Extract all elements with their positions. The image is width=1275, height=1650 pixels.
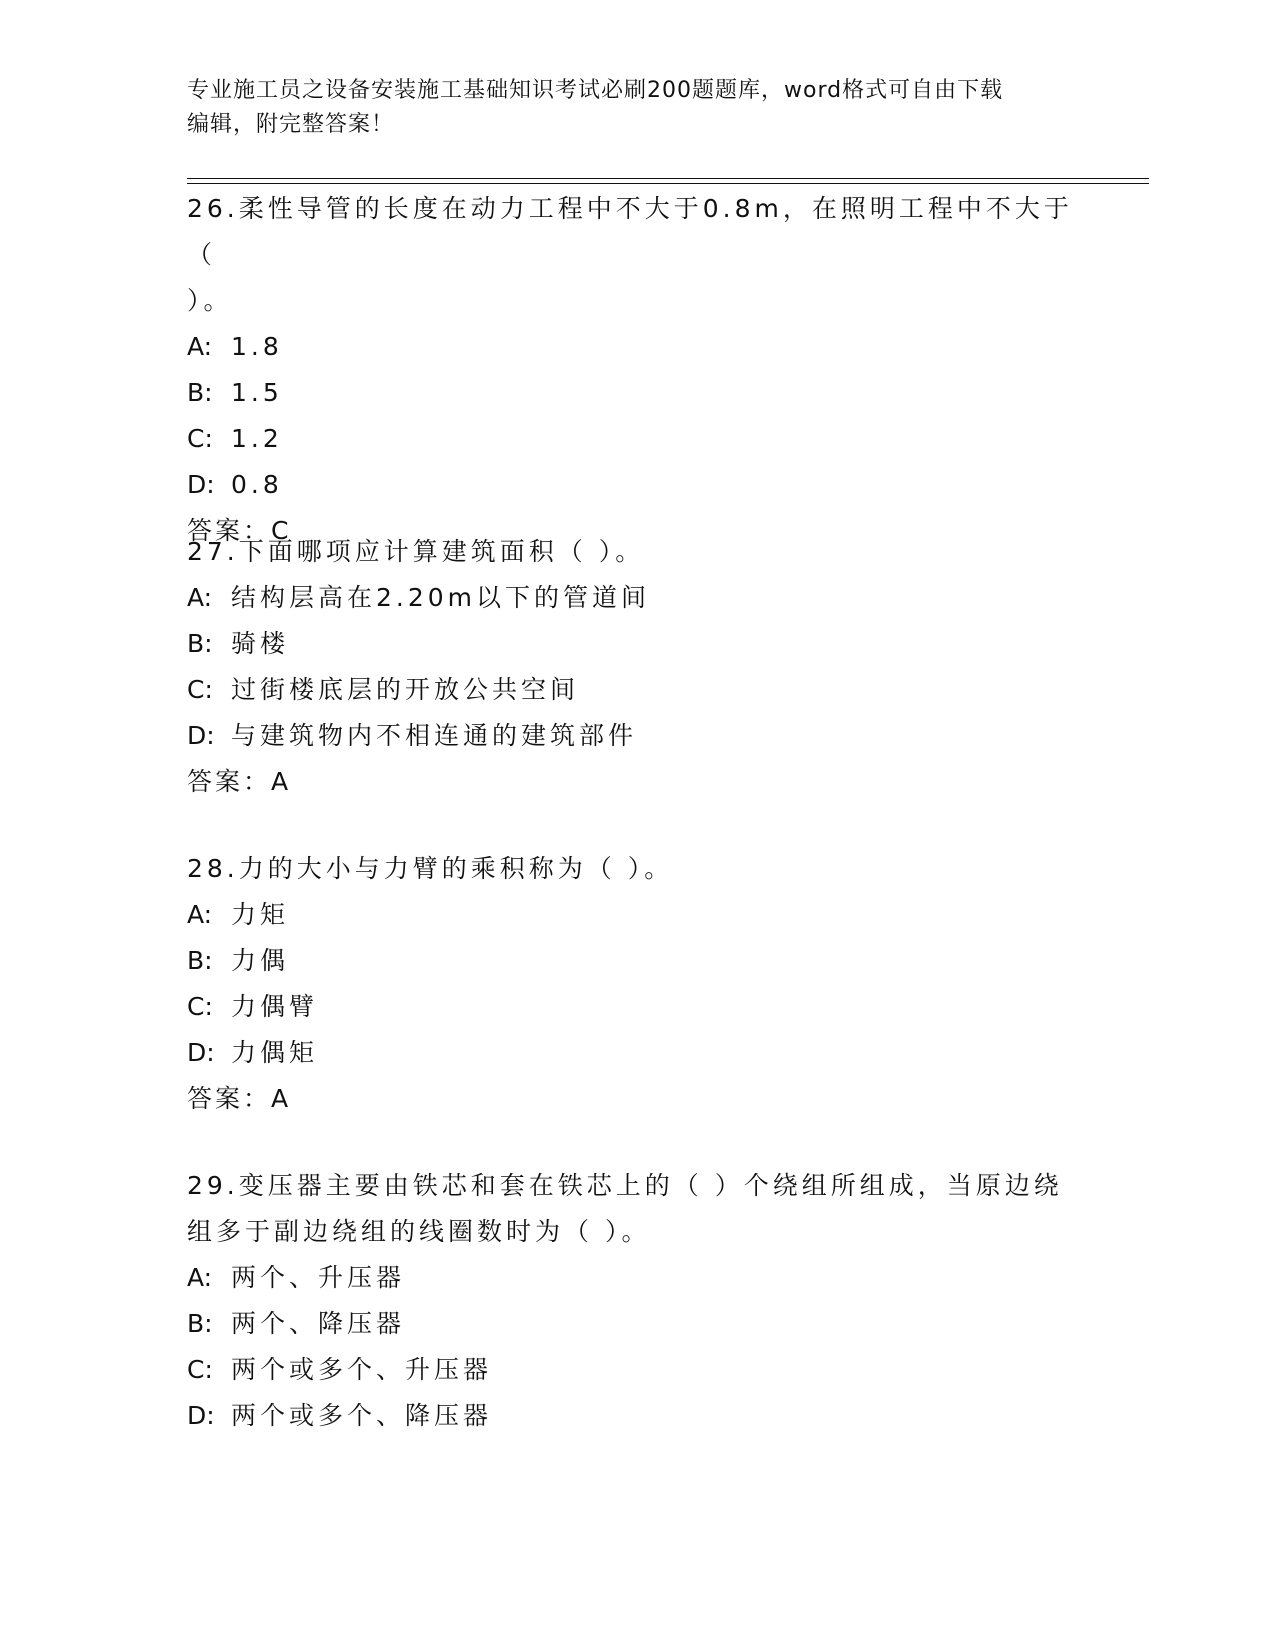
question-29 [187,1163,1087,1439]
answer-value: A [271,767,290,796]
answer-label: 答案： [187,516,272,545]
option-letter: C: [187,992,213,1021]
option-text: 力偶臂 [231,992,319,1021]
question-stem-line-1: 27.下面哪项应计算建筑面积（ ）。 [187,537,645,566]
answer-value: A [271,1084,290,1113]
option-letter: B: [187,378,213,407]
option-b [187,1301,1087,1347]
option-c [187,984,1087,1030]
option-d [187,713,1087,759]
option-letter: C: [187,424,213,453]
answer-label: 答案： [187,767,272,796]
header-divider-top [187,178,1149,179]
option-letter: A: [187,900,213,929]
header-divider-bottom [187,183,1149,184]
option-c [187,1347,1087,1393]
option-d [187,1030,1087,1076]
option-c [187,416,1087,462]
option-b [187,621,1087,667]
header-line-2: 编辑，附完整答案！ [187,112,395,137]
option-text: 两个、升压器 [231,1263,406,1292]
option-letter: C: [187,1355,213,1384]
option-text: 两个、降压器 [231,1309,406,1338]
answer-line [187,759,1087,805]
option-text: 过街楼底层的开放公共空间 [231,675,580,704]
option-a [187,1255,1087,1301]
option-a [187,892,1087,938]
option-text: 0.8 [231,470,283,499]
option-b [187,938,1087,984]
option-letter: A: [187,332,213,361]
answer-line [187,1076,1087,1122]
question-27 [187,529,1087,805]
option-text: 力矩 [231,900,290,929]
option-d [187,1393,1087,1439]
option-text: 力偶矩 [231,1038,319,1067]
option-letter: D: [187,470,215,499]
option-text: 两个或多个、降压器 [231,1401,493,1430]
option-letter: A: [187,583,213,612]
option-text: 结构层高在2.20m以下的管道间 [231,583,651,612]
option-text: 1.5 [231,378,283,407]
question-26 [187,186,1087,554]
option-letter: B: [187,946,213,975]
option-text: 1.2 [231,424,283,453]
option-b [187,370,1087,416]
option-letter: D: [187,1038,215,1067]
option-letter: B: [187,629,213,658]
option-a [187,324,1087,370]
option-text: 两个或多个、升压器 [231,1355,493,1384]
question-stem-line-2: 组多于副边绕组的线圈数时为（ ）。 [187,1217,651,1246]
document-header [187,74,1087,142]
option-d [187,462,1087,508]
option-letter: D: [187,721,215,750]
question-28 [187,846,1087,1122]
answer-value: C [271,516,290,545]
header-line-1: 专业施工员之设备安装施工基础知识考试必刷200题题库，word格式可自由下载 [187,78,1004,103]
question-stem-line-1: 29.变压器主要由铁芯和套在铁芯上的（ ）个绕组所组成，当原边绕 [187,1171,1063,1200]
option-text: 与建筑物内不相连通的建筑部件 [231,721,638,750]
option-text: 骑楼 [231,629,290,658]
option-letter: D: [187,1401,215,1430]
option-a [187,575,1087,621]
question-stem-line-1: 26.柔性导管的长度在动力工程中不大于0.8m，在照明工程中不大于（ [187,194,1073,269]
option-letter: B: [187,1309,213,1338]
option-text: 力偶 [231,946,290,975]
option-letter: A: [187,1263,213,1292]
question-stem-line-1: 28.力的大小与力臂的乘积称为（ ）。 [187,854,674,883]
option-letter: C: [187,675,213,704]
answer-label: 答案： [187,1084,272,1113]
option-text: 1.8 [231,332,283,361]
option-c [187,667,1087,713]
question-stem-line-2: ）。 [187,286,233,315]
